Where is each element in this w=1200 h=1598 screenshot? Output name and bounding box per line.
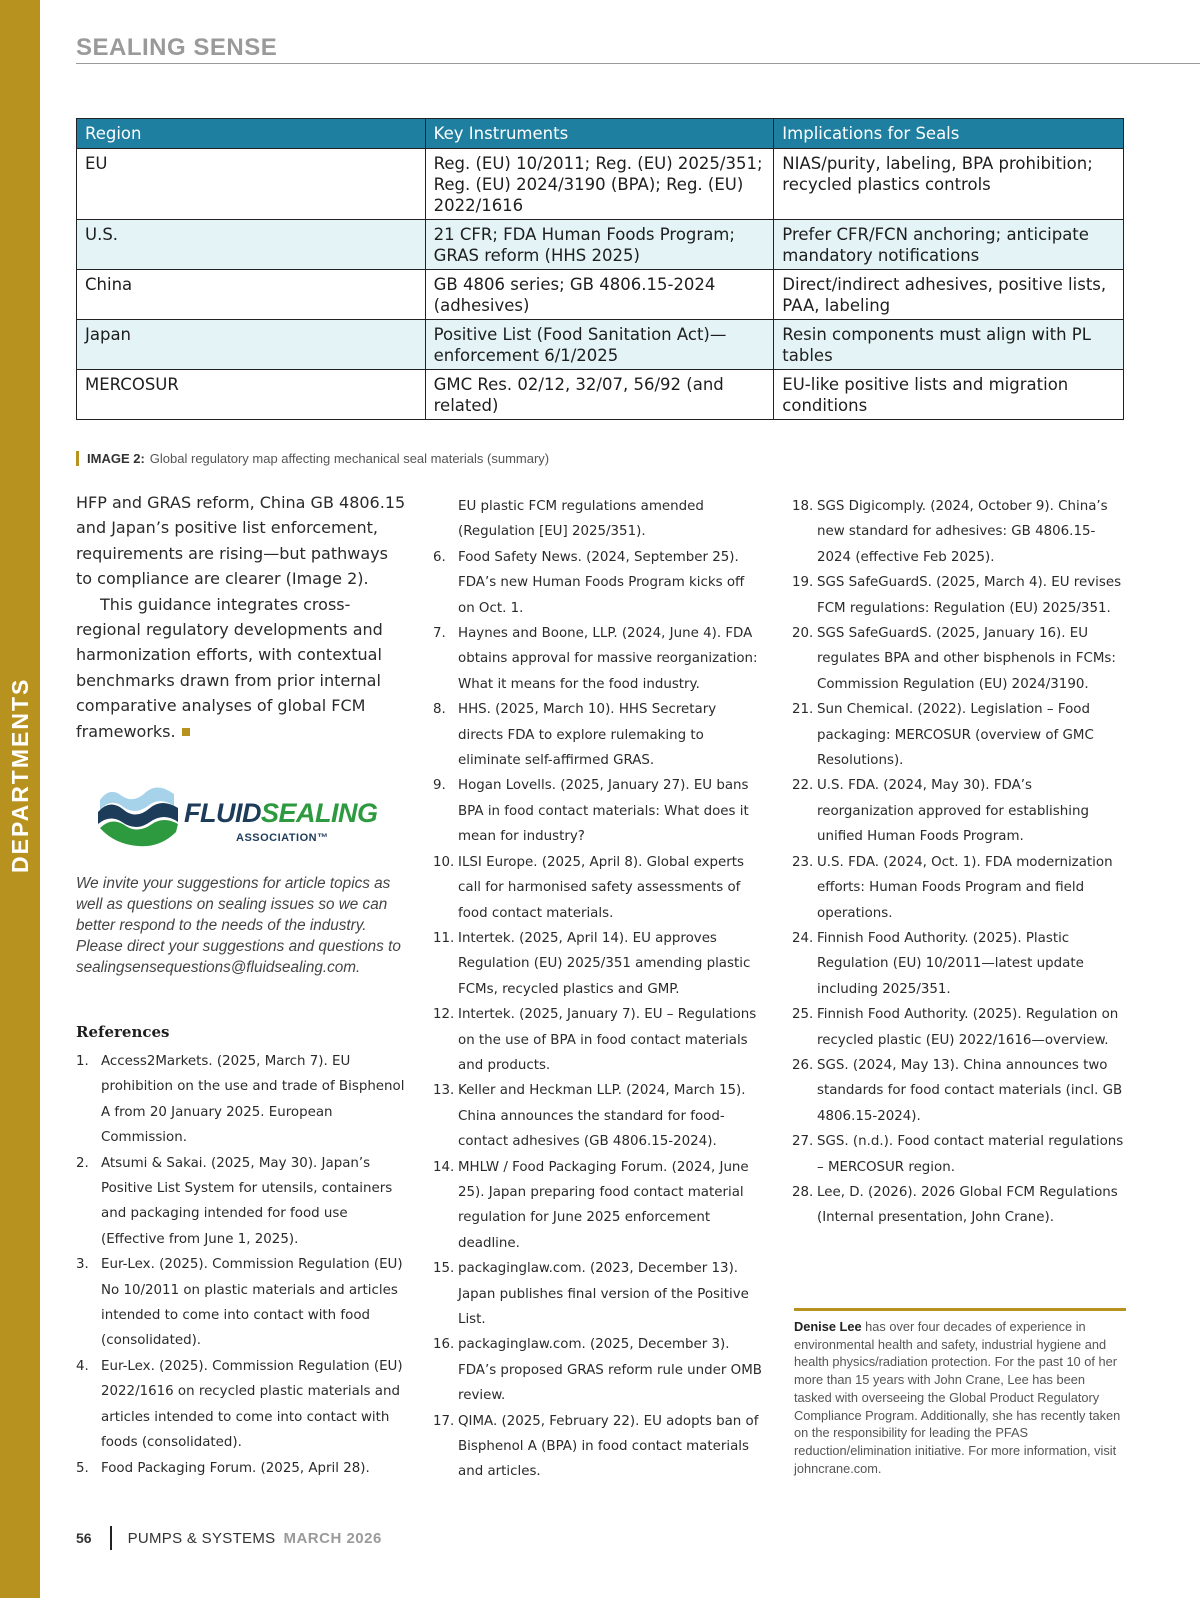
references-column-2 xyxy=(433,494,763,1485)
page-footer xyxy=(76,1526,382,1550)
references-heading: References xyxy=(76,1023,170,1041)
reference-item: 11. Intertek. (2025, April 14). EU approves Regulation (EU) 2025/351 amending plastic FCMs, recycled plastics and GMP. xyxy=(433,930,751,997)
references-column-1 xyxy=(76,1049,411,1481)
logo-subtitle: ASSOCIATION™ xyxy=(236,832,329,844)
footer-separator xyxy=(110,1526,112,1550)
table-cell: EU xyxy=(77,149,426,220)
reference-item: 13. Keller and Heckman LLP. (2024, March 15). China announces the standard for food-contact adhesives (GB 4806.15-2024). xyxy=(433,1083,746,1150)
reference-item: 25. Finnish Food Authority. (2025). Regulation on recycled plastic (EU) 2022/1616—overview. xyxy=(792,1007,1119,1048)
bio-divider xyxy=(794,1308,1126,1311)
reference-item-continued: EU plastic FCM regulations amended (Regulation [EU] 2025/351). xyxy=(458,499,704,540)
table-cell: Japan xyxy=(77,320,426,370)
page-title: SEALING SENSE xyxy=(76,34,278,61)
reference-item: 7. Haynes and Boone, LLP. (2024, June 4). FDA obtains approval for massive reorganization: What it means for the food industry. xyxy=(433,626,758,692)
reference-item: 15. packaginglaw.com. (2023, December 13). Japan publishes final version of the Positive List. xyxy=(433,1261,749,1327)
image-caption xyxy=(76,451,549,466)
caption-lead: IMAGE 2: xyxy=(87,451,145,466)
reference-item: 26. SGS. (2024, May 13). China announces two standards for food contact materials (incl. GB 4806.15-2024). xyxy=(792,1057,1123,1124)
table-cell: GB 4806 series; GB 4806.15-2024 (adhesives) xyxy=(425,270,774,320)
table-cell: Reg. (EU) 10/2011; Reg. (EU) 2025/351; Reg. (EU) 2024/3190 (BPA); Reg. (EU) 2022/1616 xyxy=(425,149,774,220)
wave-logo-icon xyxy=(96,782,182,848)
author-bio xyxy=(794,1318,1126,1477)
column-header-instruments: Key Instruments xyxy=(425,119,774,149)
body-paragraph: HFP and GRAS reform, China GB 4806.15 and Japan’s positive list enforcement, requirements are rising—but pathways to compliance are clearer (Image 2). xyxy=(76,493,406,589)
sidebar-label: DEPARTMENTS xyxy=(7,677,33,873)
table-cell: GMC Res. 02/12, 32/07, 56/92 (and related) xyxy=(425,370,774,420)
reference-item: 12. Intertek. (2025, January 7). EU – Regulations on the use of BPA in food contact materials and products. xyxy=(433,1007,757,1073)
reference-item: 19. SGS SafeGuardS. (2025, March 4). EU revises FCM regulations: Regulation (EU) 2025/351. xyxy=(792,575,1122,616)
reference-item: 16. packaginglaw.com. (2025, December 3). FDA’s proposed GRAS reform rule under OMB review. xyxy=(433,1337,762,1404)
references-column-3 xyxy=(792,494,1127,1231)
table-cell: 21 CFR; FDA Human Foods Program; GRAS reform (HHS 2025) xyxy=(425,220,774,270)
article-body xyxy=(76,490,406,744)
reference-item: 3. Eur-Lex. (2025). Commission Regulation (EU) No 10/2011 on plastic materials and articles intended to come into contact with food (consolidated). xyxy=(76,1257,403,1349)
reference-item: 23. U.S. FDA. (2024, Oct. 1). FDA modernization efforts: Human Foods Program and field operations. xyxy=(792,854,1113,921)
fluid-sealing-association-logo xyxy=(96,782,396,852)
issue-date: MARCH 2026 xyxy=(283,1529,382,1547)
reference-item: 10. ILSI Europe. (2025, April 8). Global experts call for harmonised safety assessments of food contact materials. xyxy=(433,854,745,921)
column-header-region: Region xyxy=(77,119,426,149)
author-name: Denise Lee xyxy=(794,1319,862,1334)
table-cell: China xyxy=(77,270,426,320)
reference-item: 28. Lee, D. (2026). 2026 Global FCM Regulations (Internal presentation, John Crane). xyxy=(792,1184,1118,1226)
table-cell: U.S. xyxy=(77,220,426,270)
regulatory-table xyxy=(76,118,1124,420)
reference-item: 21. Sun Chemical. (2022). Legislation – Food packaging: MERCOSUR (overview of GMC Resolutions). xyxy=(792,702,1094,769)
reference-item: 5. Food Packaging Forum. (2025, April 28). xyxy=(76,1460,370,1476)
reference-item: 14. MHLW / Food Packaging Forum. (2024, June 25). Japan preparing food contact material regulation for June 2025 enforcement deadline. xyxy=(433,1159,749,1251)
header-divider xyxy=(76,63,1200,64)
table-row xyxy=(77,149,1124,220)
caption-marker xyxy=(76,451,79,466)
reference-item: 17. QIMA. (2025, February 22). EU adopts ban of Bisphenol A (BPA) in food contact materials and articles. xyxy=(433,1413,759,1480)
section-sidebar xyxy=(0,0,40,1598)
table-header-row xyxy=(77,119,1124,149)
table-row xyxy=(77,320,1124,370)
reference-item: 27. SGS. (n.d.). Food contact material regulations – MERCOSUR region. xyxy=(792,1134,1124,1175)
end-of-article-mark xyxy=(182,728,190,736)
reference-item: 1. Access2Markets. (2025, March 7). EU prohibition on the use and trade of Bisphenol A from 20 January 2025. European Commission. xyxy=(76,1054,405,1146)
reference-item: 22. U.S. FDA. (2024, May 30). FDA’s reorganization approved for establishing unified Human Foods Program. xyxy=(792,778,1089,845)
caption-text: Global regulatory map affecting mechanical seal materials (summary) xyxy=(149,451,550,466)
table-row xyxy=(77,370,1124,420)
invitation-note: We invite your suggestions for article topics as well as questions on sealing issues so we can better respond to the needs of the industry. Please direct your suggestions and questions to sealingsensequestions@fluidsealing.com. xyxy=(76,875,401,976)
body-paragraph xyxy=(76,592,406,744)
table-cell: MERCOSUR xyxy=(77,370,426,420)
table-cell: EU-like positive lists and migration conditions xyxy=(774,370,1124,420)
table-cell: Positive List (Food Sanitation Act)—enforcement 6/1/2025 xyxy=(425,320,774,370)
table-row xyxy=(77,270,1124,320)
table-row xyxy=(77,220,1124,270)
table-cell: Resin components must align with PL tables xyxy=(774,320,1124,370)
reference-item: 6. Food Safety News. (2024, September 25). FDA’s new Human Foods Program kicks off on Oct. 1. xyxy=(433,549,745,616)
body-paragraph-text: This guidance integrates cross-regional regulatory developments and harmonization efforts, with contextual benchmarks drawn from prior internal comparative analyses of global FCM frameworks. xyxy=(76,594,383,741)
reference-item: 2. Atsumi & Sakai. (2025, May 30). Japan’s Positive List System for utensils, containers and packaging intended for food use (Effective from June 1, 2025). xyxy=(76,1155,393,1247)
reference-item: 24. Finnish Food Authority. (2025). Plastic Regulation (EU) 10/2011—latest update including 2025/351. xyxy=(792,930,1084,997)
page-number: 56 xyxy=(76,1530,92,1546)
reference-item: 20. SGS SafeGuardS. (2025, January 16). EU regulates BPA and other bisphenols in FCMs: Commission Regulation (EU) 2024/3190. xyxy=(792,626,1116,692)
publication-name: PUMPS & SYSTEMS xyxy=(127,1529,276,1547)
logo-wordmark: FLUIDSEALING xyxy=(184,798,378,828)
reference-item: 9. Hogan Lovells. (2025, January 27). EU bans BPA in food contact materials: What does it mean for industry? xyxy=(433,778,749,845)
reference-item: 4. Eur-Lex. (2025). Commission Regulation (EU) 2022/1616 on recycled plastic materials and articles intended to come into contact with foods (consolidated). xyxy=(76,1358,403,1451)
reference-item: 8. HHS. (2025, March 10). HHS Secretary directs FDA to explore rulemaking to eliminate self-affirmed GRAS. xyxy=(433,702,717,769)
table-cell: Direct/indirect adhesives, positive lists, PAA, labeling xyxy=(774,270,1124,320)
table-cell: Prefer CFR/FCN anchoring; anticipate mandatory notifications xyxy=(774,220,1124,270)
table-cell: NIAS/purity, labeling, BPA prohibition; recycled plastics controls xyxy=(774,149,1124,220)
author-bio-text: has over four decades of experience in environmental health and safety, industrial hygiene and health physics/radiation protection. For the past 10 of her more than 15 years with John Crane, Lee has been tasked with overseeing the Global Product Regulatory Compliance Program. Additionally, she has recently taken on the responsibility for leading the PFAS reduction/elimination initiative. For more information, visit johncrane.com. xyxy=(794,1319,1121,1476)
reference-item: 18. SGS Digicomply. (2024, October 9). China’s new standard for adhesives: GB 4806.15-2024 (effective Feb 2025). xyxy=(792,499,1108,565)
column-header-implications: Implications for Seals xyxy=(774,119,1124,149)
